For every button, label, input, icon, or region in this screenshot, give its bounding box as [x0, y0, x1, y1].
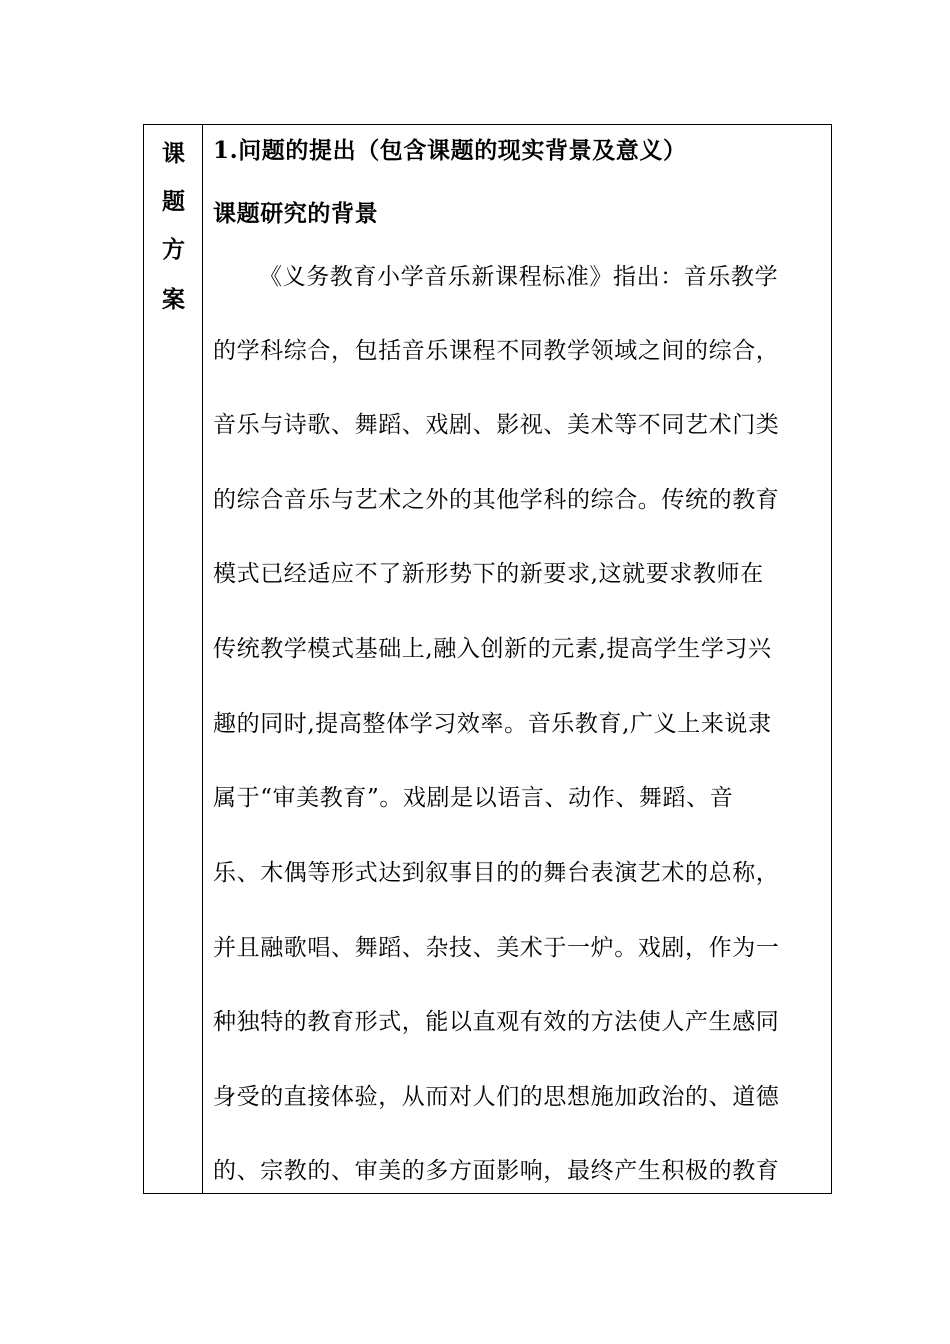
body-line: 《义务教育小学音乐新课程标准》指出：音乐教学 — [259, 264, 779, 290]
body-line: 的学科综合，包括音乐课程不同教学领域之间的综合， — [213, 338, 780, 364]
row-label-char: 案 — [162, 286, 185, 313]
section-subheading: 课题研究的背景 — [213, 200, 379, 227]
body-line: 并且融歌唱、舞蹈、杂技、美术于一炉。戏剧，作为一 — [213, 935, 780, 961]
section-heading: 1.问题的提出（包含课题的现实背景及意义） — [213, 137, 687, 164]
body-line: 乐、木偶等形式达到叙事目的的舞台表演艺术的总称， — [213, 860, 780, 886]
row-label-cell — [144, 125, 203, 1193]
body-line: 趣的同时,提高整体学习效率。音乐教育,广义上来说隶 — [213, 711, 772, 737]
body-line: 的、宗教的、审美的多方面影响，最终产生积极的教育 — [213, 1158, 780, 1184]
body-line: 的综合音乐与艺术之外的其他学科的综合。传统的教育 — [213, 487, 780, 513]
content-cell — [203, 125, 831, 1193]
row-label-char: 题 — [162, 188, 185, 215]
body-line: 种独特的教育形式，能以直观有效的方法使人产生感同 — [213, 1009, 780, 1035]
row-label-char: 方 — [162, 236, 185, 263]
body-line: 属于“审美教育”。戏剧是以语言、动作、舞蹈、音 — [213, 785, 734, 811]
body-line: 模式已经适应不了新形势下的新要求,这就要求教师在 — [213, 561, 764, 587]
body-line: 传统教学模式基础上,融入创新的元素,提高学生学习兴 — [213, 636, 772, 662]
body-line: 身受的直接体验，从而对人们的思想施加政治的、道德 — [213, 1084, 780, 1110]
proposal-table — [143, 124, 832, 1194]
body-line: 音乐与诗歌、舞蹈、戏剧、影视、美术等不同艺术门类 — [213, 412, 780, 438]
row-label-char: 课 — [162, 140, 185, 167]
